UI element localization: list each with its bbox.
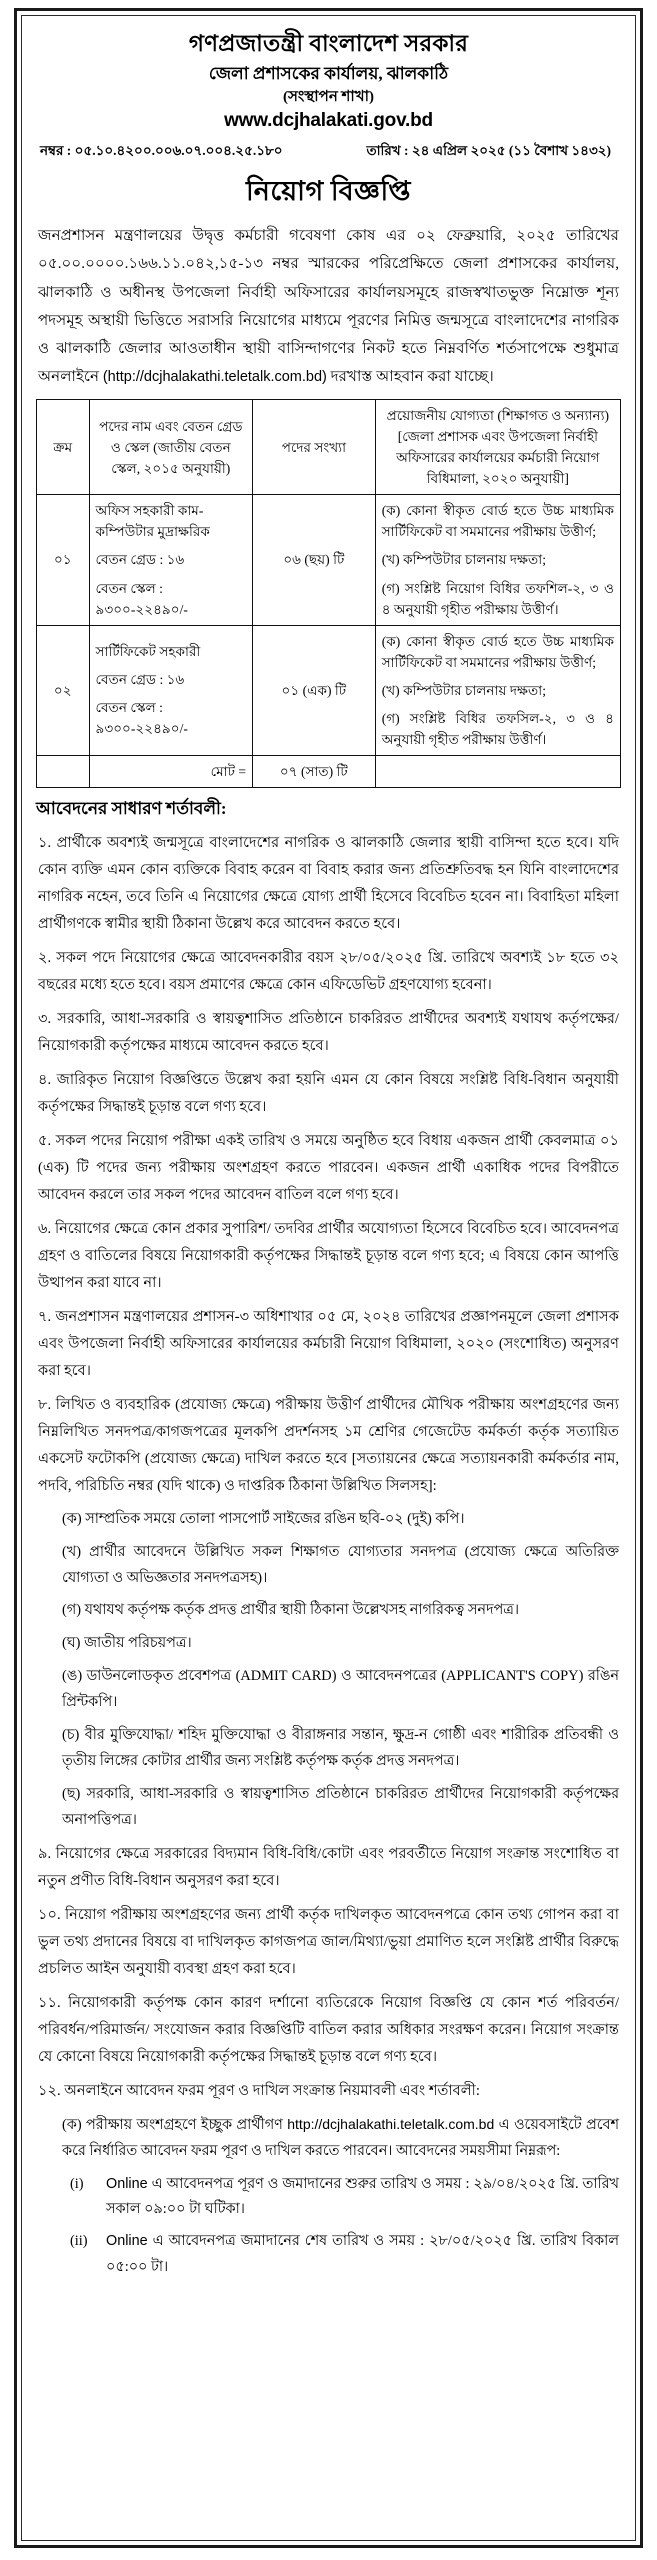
condition-item-7: ৭. জনপ্রশাসন মন্ত্রণালয়ের প্রশাসন-৩ অধিশাখার ০৫ মে, ২০২৪ তারিখের প্রজ্ঞাপনমূলে জেলা প্রশাসক এবং উপজেলা নির্বাহী অফিসারের কার্যালয়ের কর্মচারী নিয়োগ বিধিমালা, ২০২০ (সংশোধিত) অনুসরণ করা হবে।: [38, 1308, 619, 1379]
condition-item-1: ১. প্রার্থীকে অবশ্যই জন্মসূত্রে বাংলাদেশের নাগরিক ও ঝালকাঠি জেলার স্থায়ী বাসিন্দা হতে হবে। যদি কোন ব্যক্তি এমন কোন ব্যক্তিকে বিবাহ করেন বা বিবাহ করার জন্য প্রতিশ্রুতিবদ্ধ হন যিনি বাংলাদেশের নাগরিক নহেন, তবে তিনি এ নিয়োগের ক্ষেত্রে যোগ্য প্রার্থী হিসেবে বিবেচিত হবেন না। বিবাহিতা মহিলা প্রার্থীগণকে স্বামীর স্থায়ী ঠিকানা উল্লেখ করে আবেদন করতে হবে।: [38, 835, 619, 932]
document-requirement-a: (ক) সাম্প্রতিক সময়ে তোলা পাসপোর্ট সাইজের রঙিন ছবি-০২ (দুই) কপি।: [62, 1510, 465, 1527]
condition-item-12: ১২. অনলাইনে আবেদন ফরম পূরণ ও দাখিল সংক্রান্ত নিয়মাবলী এবং শর্তাবলী:: [38, 2082, 480, 2099]
branch-name: (সংস্থাপন শাখা): [283, 88, 374, 105]
condition-item-3: ৩. সরকারি, আধা-সরকারি ও স্বায়ত্বশাসিত প্রতিষ্ঠানে চাকরিরত প্রার্থীদের অবশ্যই যথাযথ কর্তৃপক্ষের/নিয়োগকারী কর্তৃপক্ষের মাধ্যমে আবেদন করতে হবে।: [38, 1010, 619, 1054]
qualification-item-a: (ক) কোনা স্বীকৃত বোর্ড হতে উচ্চ মাধ্যমিক সার্টিফিকেট বা সমমানের পরীক্ষায় উত্তীর্ণ;: [381, 503, 614, 540]
online-application-url[interactable]: http://dcjhalakathi.teletalk.com.bd: [287, 2115, 495, 2132]
page-title: নিয়োগ বিজ্ঞপ্তি: [246, 176, 411, 207]
condition-item-6: ৬. নিয়োগের ক্ষেত্রে কোন প্রকার সুপারিশ/ তদবির প্রার্থীর অযোগ্যতা হিসেবে বিবেচিত হবে। আবেদনপত্র গ্রহণ ও বাতিলের বিষয়ে নিয়োগকারী কর্তৃপক্ষের সিদ্ধান্তই চূড়ান্ত বলে গণ্য হবে; এ বিষয়ে কোন আপত্তি উত্থাপন করা যাবে না।: [38, 1220, 619, 1291]
post-grade-line: বেতন গ্রেড : ১৬: [95, 552, 185, 568]
document-requirement-e: (ঙ) ডাউনলোডকৃত প্রবেশপত্র (ADMIT CARD) ও আবেদনপত্রের (APPLICANT'S COPY) রঙিন প্রিন্টকপি।: [62, 1668, 619, 1711]
document-requirement-g: (ছ) সরকারি, আধা-সরকারি ও স্বায়ত্বশাসিত প্রতিষ্ঠানে চাকরিরত প্রার্থীদের নিয়োগকারী কর্তৃপক্ষের অনাপত্তিপত্র।: [62, 1785, 619, 1828]
qualification-item-c: (গ) সংশ্লিষ্ট বিধির তফসিল-২, ৩ ও ৪ অনুযায়ী গৃহীত পরীক্ষায় উত্তীর্ণ।: [381, 710, 614, 747]
row-post-name: [89, 495, 253, 625]
table-total-row: [37, 755, 621, 787]
deadline-item-start: [36, 2172, 621, 2224]
column-header-count: পদের সংখ্যা: [253, 400, 376, 495]
condition-item-9: ৯. নিয়োগের ক্ষেত্রে সরকারের বিদ্যমান বিধি-বিধি/কোটা এবং পরবর্তীতে নিয়োগ সংক্রান্ত সংশোধিত বা নতুন প্রণীত বিধি-বিধান অনুসরণ করা হবে।: [38, 1845, 619, 1889]
application-portal-url: (http://dcjhalakathi.teletalk.com.bd): [102, 368, 327, 385]
condition-item-11: ১১. নিয়োগকারী কর্তৃপক্ষ কোন কারণ দর্শানো ব্যতিরেকে নিয়োগ বিজ্ঞপ্তি যে কোন শর্ত পরিবর্তন/পরিবর্ধন/পরিমার্জন/ সংযোজন করার বিজ্ঞপ্তিটি বাতিল করার অধিকার সংরক্ষণ করেন। নিয়োগ সংক্রান্ত যে কোনো বিষয়ে নিয়োগকারী কর্তৃপক্ষের সিদ্ধান্তই চূড়ান্ত বলে গণ্য হবে।: [38, 1994, 619, 2065]
qualification-item-b: (খ) কম্পিউটার চালনায় দক্ষতা;: [381, 552, 546, 568]
online-instruction-suffix: এ ওয়েবসাইটে প্রবেশ করে নির্ধারিত আবেদন ফরম পূরণ ও দাখিল করতে পারবেন। আবেদনের সময়সীমা নিম্নরূপ:: [62, 2116, 620, 2159]
memo-row: [36, 140, 621, 163]
deadline-text-start: [106, 2172, 619, 2224]
deadline-roman-i: (i): [70, 2175, 84, 2192]
post-title-line: অফিস সহকারী কাম-কম্পিউটার মুদ্রাক্ষরিক: [95, 503, 210, 540]
condition-item-5: ৫. সকল পদের নিয়োগ পরীক্ষা একই তারিখ ও সময়ে অনুষ্ঠিত হবে বিধায় একজন প্রার্থী কেবলমাত্র ০১ (এক) টি পদের জন্য পরীক্ষায় অংশগ্রহণ করতে পারবেন। একজন প্রার্থী একাধিক পদের বিপরীতে আবেদন করলে তার সকল পদের আবেদন বাতিল বলে গণ্য হবে।: [38, 1132, 619, 1203]
document-requirement-c: (গ) যথাযথ কর্তৃপক্ষ কর্তৃক প্রদত্ত প্রার্থীর স্থায়ী ঠিকানা উল্লেখসহ নাগরিকত্ব সনদপত্র।: [62, 1602, 519, 1619]
deadline-item-end: [36, 2229, 621, 2281]
qualification-item-a: (ক) কোনা স্বীকৃত বোর্ড হতে উচ্চ মাধ্যমিক সার্টিফিকেট বা সমমানের পরীক্ষায় উত্তীর্ণ;: [381, 633, 614, 670]
column-header-sl: ক্রম: [37, 400, 90, 495]
intro-text-after-url: দরখাস্ত আহবান করা যাচ্ছে।: [330, 367, 494, 385]
row-qualification: [375, 625, 620, 755]
document-requirement-d: (ঘ) জাতীয় পরিচয়পত্র।: [62, 1635, 192, 1652]
total-empty-cell-right: [375, 755, 620, 787]
column-header-qualification: প্রয়োজনীয় যোগ্যতা (শিক্ষাগত ও অন্যান্য) [জেলা প্রশাসক এবং উপজেলা নির্বাহী অফিসারের কার্যালয়ের কর্মচারী নিয়োগ বিধিমালা, ২০২০ অনুযায়ী]: [375, 400, 620, 495]
deadline-body-start: এ আবেদনপত্র পূরণ ও জমাদানের শুরুর তারিখ ও সময় : ২৯/০৪/২০২৫ খ্রি. তারিখ সকাল ০৯:০০ টা ঘটিকা।: [106, 2175, 619, 2218]
post-grade-line: বেতন গ্রেড : ১৬: [95, 672, 185, 688]
row-post-name: [89, 625, 253, 755]
deadline-body-end: এ আবেদনপত্র জমাদানের শেষ তারিখ ও সময় : ২৮/০৫/২০২৫ খ্রি. তারিখ বিকাল ০৫:০০ টা।: [106, 2233, 619, 2276]
table-row: [37, 495, 621, 625]
intro-paragraph: [36, 222, 621, 397]
row-qualification: [375, 495, 620, 625]
row-serial: ০১: [37, 495, 90, 625]
memo-number: নম্বর : ০৫.১০.৪২০০.০০৬.০৭.০০৪.২৫.১৮০: [40, 143, 283, 159]
qualification-item-c: (গ) সংশ্লিষ্ট নিয়োগ বিধির তফশিল-২, ৩ ও ৪ অনুযায়ী গৃহীত পরীক্ষায় উত্তীর্ণ।: [381, 580, 614, 617]
post-scale-line: বেতন স্কেল : ৯৩০০-২২৪৯০/-: [95, 700, 188, 737]
row-post-count: ০১ (এক) টি: [253, 625, 376, 755]
conditions-heading: আবেদনের সাধারণ শর্তাবলী:: [36, 799, 227, 819]
post-scale-line: বেতন স্কেল : ৯৩০০-২২৪৯০/-: [95, 580, 188, 617]
post-details-table: [36, 399, 621, 788]
post-title-line: সার্টিফিকেট সহকারী: [95, 644, 201, 660]
total-label: মোট =: [89, 755, 253, 787]
column-header-post-name: পদের নাম এবং বেতন গ্রেড ও স্কেল (জাতীয় বেতন স্কেল, ২০১৫ অনুযায়ী): [89, 400, 253, 495]
row-serial: ০২: [37, 625, 90, 755]
document-inner-border: [21, 15, 636, 2541]
condition-item-10: ১০. নিয়োগ পরীক্ষায় অংশগ্রহণের জন্য প্রার্থী কর্তৃক দাখিলকৃত আবেদনপত্রে কোন তথ্য গোপন করা বা ভুল তথ্য প্রদানের বিষয়ে বা দাখিলকৃত কাগজপত্র জাল/মিথ্যা/ভুয়া প্রমাণিত হলে সংশ্লিষ্ট প্রার্থীর বিরুদ্ধে প্রচলিত আইন অনুযায়ী ব্যবস্থা গ্রহণ করা হবে।: [38, 1906, 619, 1977]
document-requirement-b: (খ) প্রার্থীর আবেদনে উল্লিখিত সকল শিক্ষাগত যোগ্যতার সনদপত্র (প্রযোজ্য ক্ষেত্রে অতিরিক্ত যোগ্যতা ও অভিজ্ঞতার সনদপত্রসহ)।: [62, 1543, 619, 1586]
intro-text-before-url: জনপ্রশাসন মন্ত্রণালয়ের উদ্বৃত্ত কর্মচারী গবেষণা কোষ এর ০২ ফেব্রুয়ারি, ২০২৫ তারিখের ০৫.০০.০০০০.১৬৬.১১.০৪২,১৫-১৩ নম্বর স্মারকের পরিপ্রেক্ষিতে জেলা প্রশাসকের কার্যালয়, ঝালকাঠি ও অধীনস্থ উপজেলা নির্বাহী অফিসারের কার্যালয়সমূহে রাজস্বখাতভুক্ত নিম্নোক্ত শূন্য পদসমূহ অস্থায়ী ভিত্তিতে সরাসরি নিয়োগের মাধ্যমে পূরণের নিমিত্ত জন্মসূত্রে বাংলাদেশের নাগরিক ও ঝালকাঠি জেলার আওতাধীন স্থায়ী বাসিন্দাগণের নিকট হতে নিম্নবর্ণিত শর্তসাপেক্ষে শুধুমাত্র অনলাইনে: [38, 227, 619, 385]
deadline-text-end: [106, 2229, 619, 2281]
row-post-count: ০৬ (ছয়) টি: [253, 495, 376, 625]
condition-item-8: ৮. লিখিত ও ব্যবহারিক (প্রযোজ্য ক্ষেত্রে) পরীক্ষায় উত্তীর্ণ প্রার্থীদের মৌখিক পরীক্ষায় অংশগ্রহণের জন্য নিম্নলিখিত সনদপত্র/কাগজপত্রের মূলকপি প্রদর্শনসহ ১ম শ্রেণির গেজেটেড কর্মকর্তা কর্তৃক সত্যায়িত একসেট ফটোকপি (প্রযোজ্য ক্ষেত্রে) দাখিল করতে হবে [সত্যায়নের ক্ষেত্রে সত্যায়নকারী কর্মকর্তার নাম, পদবি, পরিচিতি নম্বর (যদি থাকে) ও দাপ্তরিক ঠিকানা উল্লিখিত সিলসহ]:: [38, 1396, 619, 1494]
table-header-row: [37, 400, 621, 495]
online-application-instructions: [36, 2112, 621, 2165]
government-title: গণপ্রজাতন্ত্রী বাংলাদেশ সরকার: [188, 31, 469, 56]
document-requirement-f: (চ) বীর মুক্তিযোদ্ধা/ শহিদ মুক্তিযোদ্ধা ও বীরাঙ্গনার সন্তান, ক্ষুদ্র-ন গোষ্ঠী এবং শারীরিক প্রতিবন্ধী ও তৃতীয় লিঙ্গের কোটার প্রার্থীর জন্য সংশ্লিষ্ট কর্তৃপক্ষ কর্তৃক প্রদত্ত সনদপত্র।: [62, 1727, 619, 1770]
office-name: জেলা প্রশাসকের কার্যালয়, ঝালকাঠি: [208, 63, 449, 83]
document-header: [36, 26, 621, 132]
document-page: [14, 8, 643, 2548]
total-empty-cell: [37, 755, 90, 787]
office-website: www.dcjhalakati.gov.bd: [224, 110, 433, 132]
online-instruction-prefix: (ক) পরীক্ষায় অংশগ্রহণে ইচ্ছুক প্রার্থীগণ: [62, 2116, 283, 2133]
total-value: ০৭ (সাত) টি: [253, 755, 376, 787]
memo-date: তারিখ : ২৪ এপ্রিল ২০২৫ (১১ বৈশাখ ১৪৩২): [366, 143, 611, 159]
condition-item-4: ৪. জারিকৃত নিয়োগ বিজ্ঞপ্তিতে উল্লেখ করা হয়নি এমন যে কোন বিষয়ে সংশ্লিষ্ট বিধি-বিধান অনুযায়ী কর্তৃপক্ষের সিদ্ধান্তই চূড়ান্ত বলে গণ্য হবে।: [38, 1071, 619, 1115]
qualification-item-b: (খ) কম্পিউটার চালনায় দক্ষতা;: [381, 682, 546, 698]
table-row: [37, 625, 621, 755]
online-label-end: Online: [106, 2233, 148, 2250]
online-label-start: Online: [106, 2175, 148, 2192]
condition-item-2: ২. সকল পদে নিয়োগের ক্ষেত্রে আবেদনকারীর বয়স ২৮/০৫/২০২৫ খ্রি. তারিখে অবশ্যই ১৮ হতে ৩২ বছরের মধ্যে হতে হবে। বয়স প্রমাণের ক্ষেত্রে কোন এফিডেভিট গ্রহণযোগ্য হবেনা।: [38, 949, 619, 993]
deadline-roman-ii: (ii): [70, 2233, 88, 2250]
